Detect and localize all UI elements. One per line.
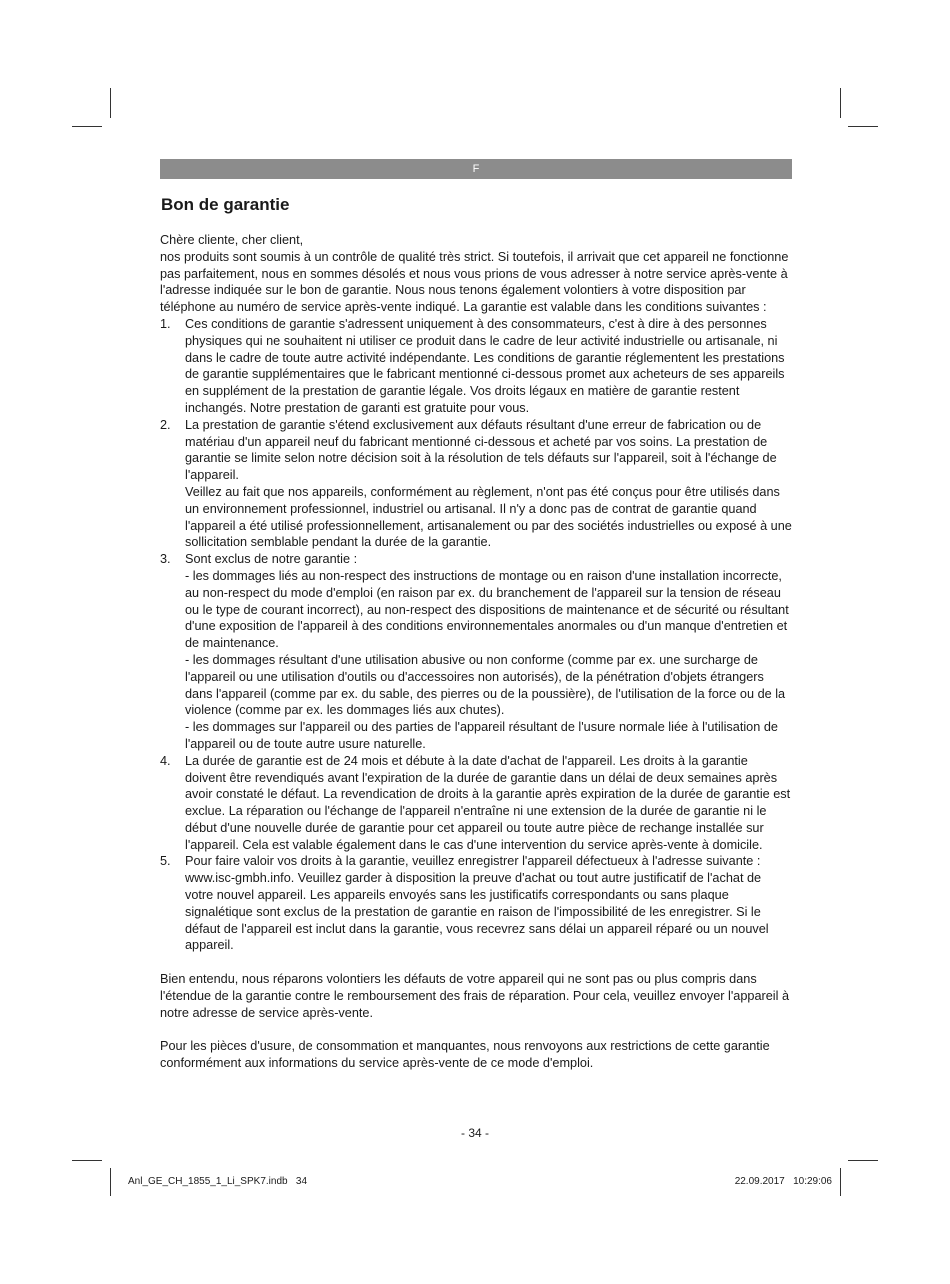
crop-mark-top-right-horizontal xyxy=(848,126,878,127)
page-title: Bon de garantie xyxy=(161,195,290,214)
footer-timestamp: 22.09.2017 10:29:06 xyxy=(734,1176,832,1187)
condition-number: 3. xyxy=(160,552,171,567)
condition-item-3 xyxy=(160,551,792,753)
intro-paragraph: nos produits sont soumis à un contrôle de qualité très strict. Si toutefois, il arrivait que cet appareil ne fonctionne pas parfaitement, nous en sommes désolés et nous vous prions de vous adresser à notre service après-vente à l'adresse indiquée sur le bon de garantie. Nous nous tenons également volontiers à votre disposition par téléphone au numéro de service après-vente indiqué. La garantie est valable dans les conditions suivantes : xyxy=(160,249,789,315)
condition-number: 4. xyxy=(160,753,171,768)
crop-mark-top-left-vertical xyxy=(110,88,111,118)
condition-item-4 xyxy=(160,753,792,854)
crop-mark-bottom-right-horizontal xyxy=(848,1160,878,1161)
condition-item-1 xyxy=(160,316,792,417)
intro xyxy=(160,232,792,316)
spacer xyxy=(160,1021,792,1038)
condition-paragraph: La prestation de garantie s'étend exclusivement aux défauts résultant d'une erreur de fabrication ou de matériau d'un appareil neuf du fabricant mentionné ci-dessous et acheté par vos soins. La prestation de garantie se limite selon notre décision soit à la résolution de tels défauts sur l'appareil, soit à l'échange de l'appareil. xyxy=(185,417,777,483)
closing-paragraph-1: Bien entendu, nous réparons volontiers les défauts de votre appareil qui ne sont pas ou plus compris dans l'étendue de la garantie contre le remboursement des frais de réparation. Pour cela, veuillez envoyer l'appareil à notre adresse de service après-vente. xyxy=(160,972,790,1020)
language-code: F xyxy=(472,163,480,175)
crop-mark-top-right-vertical xyxy=(840,88,841,118)
closing-paragraph-2: Pour les pièces d'usure, de consommation et manquantes, nous renvoyons aux restrictions de cette garantie conformément aux informations du service après-vente de ce mode d'emploi. xyxy=(160,1039,770,1071)
conditions-list xyxy=(160,316,792,954)
condition-paragraph: Veillez au fait que nos appareils, conformément au règlement, n'ont pas été conçus pour être utilisés dans un environnement professionnel, industriel ou artisanal. Il n'y a donc pas de contrat de garantie quand l'appareil a été utilisé professionnellement, artisanalement ou par des sociétés industrielles ou exposé à une sollicitation semblable pendant la durée de la garantie. xyxy=(185,484,792,550)
condition-paragraph: La durée de garantie est de 24 mois et débute à la date d'achat de l'appareil. Les droits à la garantie doivent être revendiqués avant l'expiration de la durée de garantie dans un délai de deux semaines après avoir constaté le défaut. La revendication de droits à la garantie après expiration de la durée de garantie est exclue. La réparation ou l'échange de l'appareil n'entraîne ni une extension de la durée de garantie ni le début d'une nouvelle durée de garantie pour cet appareil ou toute autre pièce de rechange installée sur l'appareil. Cela est valable également dans le cas d'une intervention du service après-vente à domicile. xyxy=(185,753,791,852)
condition-number: 2. xyxy=(160,417,171,432)
crop-mark-bottom-left-horizontal xyxy=(72,1160,102,1161)
document-body xyxy=(160,232,792,1072)
condition-paragraph: - les dommages sur l'appareil ou des parties de l'appareil résultant de l'usure normale liée à l'utilisation de l'appareil ou de toute autre usure naturelle. xyxy=(185,720,778,751)
language-header-bar xyxy=(160,159,792,179)
condition-paragraph: - les dommages liés au non-respect des instructions de montage ou en raison d'une installation incorrecte, au non-respect du mode d'emploi (en raison par ex. du branchement de l'appareil sur la tension de réseau ou le type de courant incorrect), au non-respect des dispositions de maintenance et de sécurité ou résultant d'une exposition de l'appareil à des conditions environnementales anormales ou d'un manque d'entretien et de maintenance. xyxy=(185,568,789,651)
spacer xyxy=(160,954,792,971)
page-number: - 34 - xyxy=(460,1126,489,1140)
greeting: Chère cliente, cher client, xyxy=(160,233,304,247)
condition-item-2 xyxy=(160,417,792,551)
crop-mark-bottom-left-vertical xyxy=(110,1168,111,1196)
condition-paragraph: - les dommages résultant d'une utilisation abusive ou non conforme (comme par ex. une surcharge de l'appareil ou une utilisation d'outils ou d'accessoires non autorisés), de la pénétration d'objets étrangers dans l'appareil (comme par ex. du sable, des pierres ou de la poussière), de l'utilisation de la force ou de la violence (comme par ex. les dommages liés aux chutes). xyxy=(185,652,786,718)
condition-number: 5. xyxy=(160,854,171,869)
condition-paragraph: Ces conditions de garantie s'adressent uniquement à des consommateurs, c'est à dire à des personnes physiques qui ne souhaitent ni utiliser ce produit dans le cadre de leur activité industrielle ou artisanale, ni dans le cadre de toute autre activité indépendante. Les conditions de garantie réglementent les prestations de garantie supplémentaires que le fabricant mentionné ci-dessous promet aux acheteurs de ses appareils en supplément de la prestation de garantie légale. Vos droits légaux en matière de garantie restent inchangés. Notre prestation de garanti est gratuite pour vous. xyxy=(185,316,785,415)
crop-mark-bottom-right-vertical xyxy=(840,1168,841,1196)
condition-number: 1. xyxy=(160,316,171,331)
condition-paragraph: Sont exclus de notre garantie : xyxy=(185,552,358,567)
footer-file-name: Anl_GE_CH_1855_1_Li_SPK7.indb 34 xyxy=(128,1176,308,1187)
condition-item-5 xyxy=(160,853,792,954)
crop-mark-top-left-horizontal xyxy=(72,126,102,127)
condition-paragraph: Pour faire valoir vos droits à la garantie, veuillez enregistrer l'appareil défectueux à l'adresse suivante : www.isc-gmbh.info. Veuillez garder à disposition la preuve d'achat ou tout autre justificatif de l'achat de votre nouvel appareil. Les appareils envoyés sans les justificatifs correspondants ou sans plaque signalétique sont exclus de la prestation de garantie en raison de l'impossibilité de les enregistrer. Si le défaut de l'appareil est inclut dans la garantie, vous recevrez sans délai un appareil réparé ou un nouvel appareil. xyxy=(185,854,769,953)
